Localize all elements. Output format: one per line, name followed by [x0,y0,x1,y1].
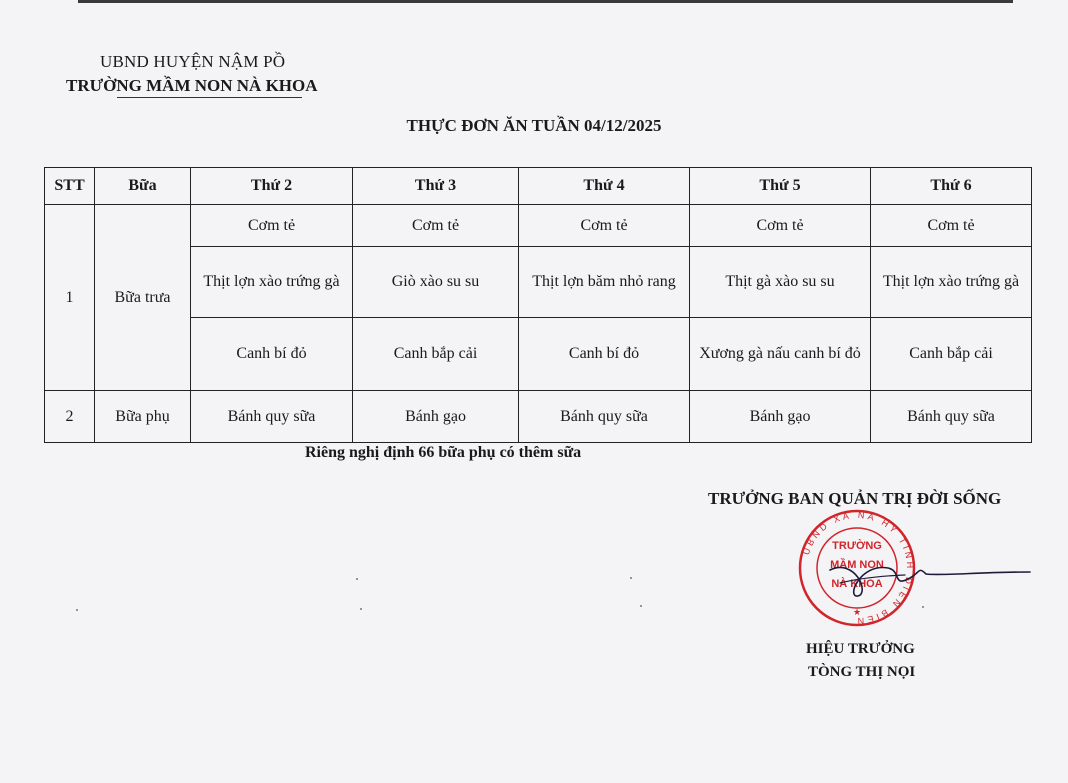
col-header-stt: STT [45,168,95,205]
table-row [45,205,1032,247]
dish-cell: Bánh quy sữa [519,391,690,443]
meal-cell: Bữa trưa [95,205,191,391]
signatory-name: TÒNG THỊ NỌI [808,664,916,680]
col-header-tue: Thứ 3 [353,168,519,205]
paper-speck [360,608,362,610]
stt-cell: 2 [45,391,95,443]
org-underline [117,97,302,98]
dish-cell: Bánh quy sữa [191,391,353,443]
table-row [45,391,1032,443]
paper-speck [356,578,358,580]
col-header-thu: Thứ 5 [690,168,871,205]
dish-cell: Cơm tẻ [191,205,353,247]
paper-speck [630,577,632,579]
dish-cell: Thịt lợn băm nhỏ rang [519,247,690,318]
dish-cell: Canh bí đỏ [519,318,690,391]
footnote: Riêng nghị định 66 bữa phụ có thêm sữa [305,444,582,461]
dish-cell: Cơm tẻ [871,205,1032,247]
dish-cell: Cơm tẻ [519,205,690,247]
dish-cell: Canh bắp cải [353,318,519,391]
org-line-1: UBND HUYỆN NẬM PỒ [100,52,286,71]
dish-cell: Bánh quy sữa [871,391,1032,443]
col-header-mon: Thứ 2 [191,168,353,205]
page-title: THỰC ĐƠN ĂN TUẦN 04/12/2025 [406,116,662,135]
dish-cell: Bánh gạo [690,391,871,443]
signatory-title: TRƯỞNG BAN QUẢN TRỊ ĐỜI SỐNG [708,489,1002,508]
table-row [45,247,1032,318]
paper-speck [76,609,78,611]
table-row [45,318,1032,391]
top-edge-line [78,0,1013,3]
dish-cell: Xương gà nấu canh bí đỏ [690,318,871,391]
org-line-2: TRƯỜNG MẦM NON NÀ KHOA [66,76,318,95]
paper-speck [922,606,924,608]
seal-line-2: MẦM NON [830,559,884,571]
dish-cell: Canh bí đỏ [191,318,353,391]
menu-table [44,167,1032,443]
stt-cell: 1 [45,205,95,391]
paper-speck [640,605,642,607]
meal-cell: Bữa phụ [95,391,191,443]
dish-cell: Bánh gạo [353,391,519,443]
dish-cell: Canh bắp cải [871,318,1032,391]
handwritten-signature [800,548,1040,608]
dish-cell: Thịt lợn xào trứng gà [871,247,1032,318]
col-header-wed: Thứ 4 [519,168,690,205]
col-header-meal: Bữa [95,168,191,205]
signatory-role: HIỆU TRƯỞNG [806,641,915,657]
dish-cell: Cơm tẻ [690,205,871,247]
col-header-fri: Thứ 6 [871,168,1032,205]
dish-cell: Giò xào su su [353,247,519,318]
dish-cell: Cơm tẻ [353,205,519,247]
dish-cell: Thịt gà xào su su [690,247,871,318]
seal-star-icon: ★ [852,607,862,617]
dish-cell: Thịt lợn xào trứng gà [191,247,353,318]
seal-line-3: NÀ KHOA [831,578,883,590]
seal-line-1: TRƯỜNG [832,540,882,552]
seal-ring-text: UBND XÃ NÀ HỲ TỈNH ĐIỆN BIÊN [800,509,916,627]
table-header-row [45,168,1032,205]
